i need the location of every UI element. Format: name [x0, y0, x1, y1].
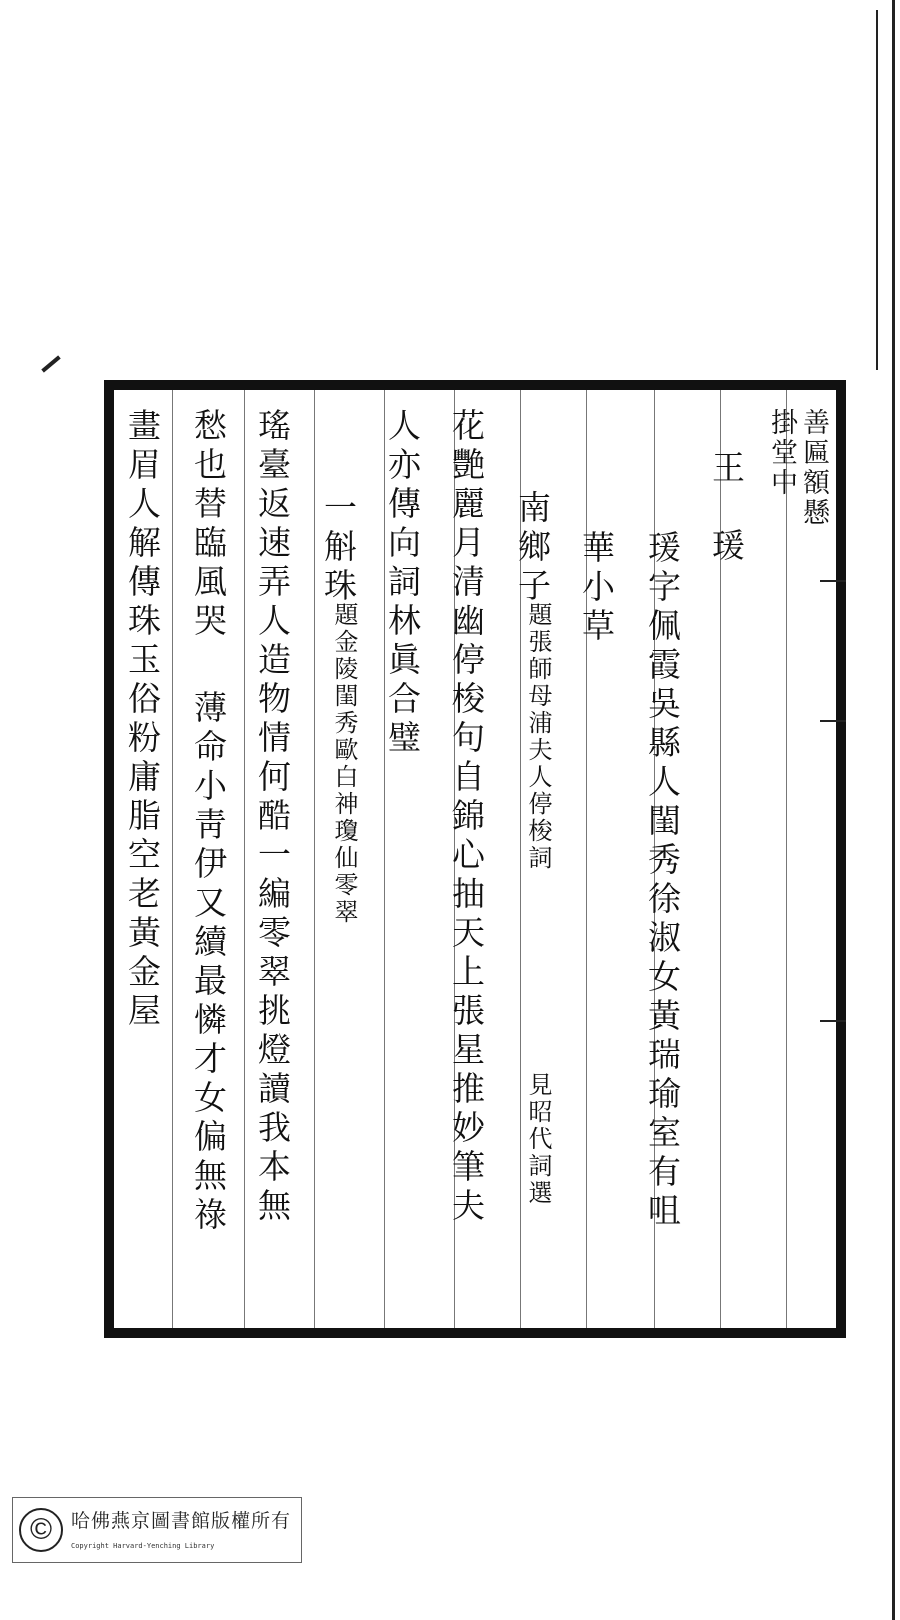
column-rule [172, 390, 173, 1328]
leaf-tab [820, 580, 850, 1100]
poem-line: 畫眉人解傳珠玉俗粉庸脂空老黃金屋 [123, 408, 162, 1032]
collection-title: 華小草 [577, 530, 616, 647]
column-rule [786, 390, 787, 1328]
page-edge [870, 0, 900, 1620]
ink-mark [41, 355, 60, 372]
author-name: 王 瑗 [707, 450, 746, 567]
poem-line: 愁也替臨風哭 [189, 408, 228, 642]
column-rule [244, 390, 245, 1328]
poem-line: 瑤臺返速弄人造物情何酷一編零翠挑燈讀我本無 [253, 408, 292, 1227]
copyright-footer [12, 1497, 302, 1563]
poem-subtitle-2: 題金陵閨秀歐白神瓊仙零翠 [330, 602, 358, 926]
poem-line: 花艷麗月清幽停梭句自錦心抽天上張星推妙筆夫 [447, 408, 486, 1227]
poem-line: 人亦傳向詞林眞合璧 [383, 408, 422, 759]
author-bio: 瑗字佩霞吳縣人閨秀徐淑女黃瑞瑜室有咀 [643, 530, 682, 1232]
column-rule [314, 390, 315, 1328]
library-name-en: Copyright Harvard-Yenching Library [71, 1542, 215, 1550]
poem-title-2: 一斛珠 [319, 490, 358, 607]
source-note: 見昭代詞選 [524, 1072, 552, 1207]
poem-subtitle-1: 題張師母浦夫人停梭詞 [524, 602, 552, 872]
poem-title-1: 南鄉子 [513, 490, 552, 607]
column-text-1a: 善匾額懸 [798, 408, 829, 528]
poem-line-cont: 薄命小靑伊又續最憐才女偏無祿 [189, 690, 228, 1236]
library-name-cn: 哈佛燕京圖書館版權所有 [71, 1510, 292, 1532]
text-frame [104, 380, 846, 1338]
column-text-1b: 掛堂中 [766, 408, 797, 498]
copyright-icon: © [19, 1508, 63, 1552]
